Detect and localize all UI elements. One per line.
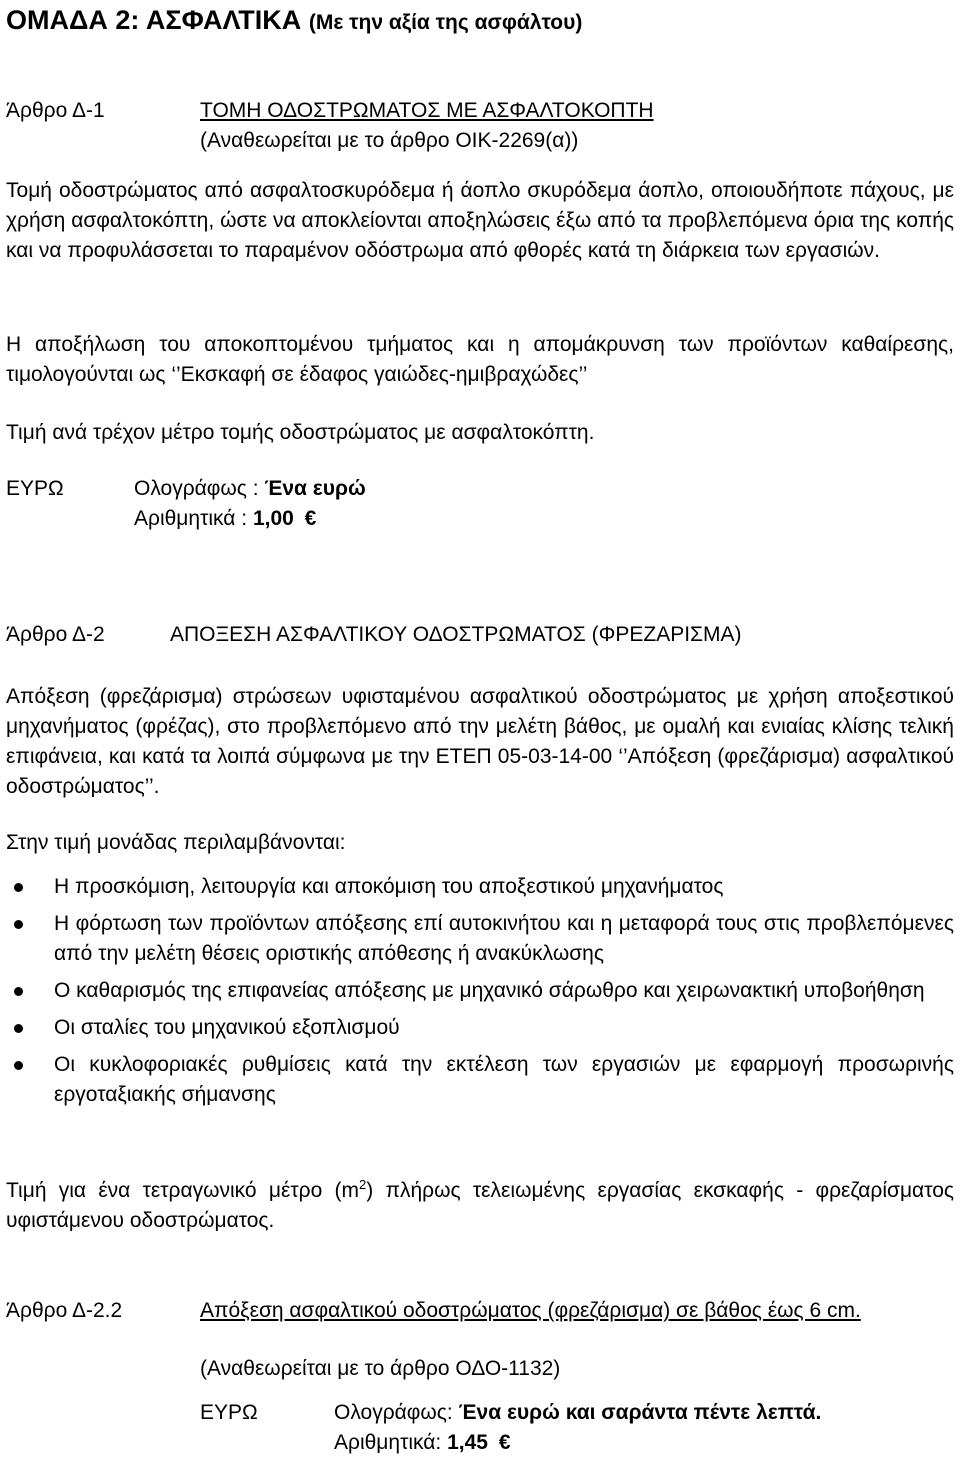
bullet-icon: [14, 920, 23, 929]
in-words-label: Ολογράφως :: [134, 477, 259, 500]
in-numbers-value: 1,45: [447, 1431, 488, 1454]
bullet-icon: [14, 987, 23, 996]
bullet-icon: [14, 1024, 23, 1033]
group-title: [6, 0, 582, 43]
bullet-icon: [14, 1061, 23, 1070]
euro-symbol: €: [498, 1431, 511, 1454]
article1-price-line: Τιμή ανά τρέχον μέτρο τομής οδοστρώματος με ασφαλτοκόπτη.: [6, 421, 595, 444]
bullet-icon: [14, 883, 23, 892]
list-item: [6, 1050, 954, 1110]
list-item-text: Η φόρτωση των προϊόντων απόξεσης επί αυτοκινήτου και η μεταφορά τους στις προβλεπόμενες από την μελέτη θέσεις οριστικής απόθεσης ή ανακύκλωσης: [54, 912, 954, 965]
list-item-text: Οι σταλίες του μηχανικού εξοπλισμού: [54, 1016, 400, 1039]
article1-title: ΤΟΜΗ ΟΔΟΣΤΡΩΜΑΤΟΣ ΜΕ ΑΣΦΑΛΤΟΚΟΠΤΗ: [200, 99, 654, 122]
list-item: [6, 909, 954, 969]
article2-price-paragraph: [6, 1176, 954, 1236]
article22-in-numbers: [334, 1428, 511, 1458]
list-item: [6, 1013, 954, 1043]
price-superscript: 2: [359, 1177, 367, 1192]
article22-title: Απόξεση ασφαλτικού οδοστρώματος (φρεζάρισμα) σε βάθος έως 6 cm.: [200, 1299, 861, 1322]
list-item: [6, 872, 954, 902]
article1-number: Άρθρο Δ-1: [6, 99, 105, 122]
group-subtitle: (Με την αξία της ασφάλτου): [308, 11, 583, 34]
in-numbers-label: Αριθμητικά:: [334, 1431, 442, 1454]
list-item-text: Ο καθαρισμός της επιφανείας απόξεσης με μηχανικό σάρωθρο και χειρωνακτική υποβοήθηση: [54, 979, 925, 1002]
list-item: [6, 976, 954, 1006]
list-item-text: Οι κυκλοφοριακές ρυθμίσεις κατά την εκτέλεση των εργασιών με εφαρμογή προσωρινής εργοταξιακής σήμανσης: [54, 1053, 954, 1106]
in-words-value: Ένα ευρώ: [264, 477, 366, 500]
article22-in-words: [334, 1398, 821, 1428]
in-words-value: Ένα ευρώ και σαράντα πέντε λεπτά.: [458, 1401, 822, 1424]
article1-paragraph1: Τομή οδοστρώματος από ασφαλτοσκυρόδεμα ή άοπλο σκυρόδεμα άοπλο, οποιουδήποτε πάχους, με χρήση ασφαλτοκόπτη, ώστε να αποκλείονται αποξηλώσεις έξω από τα προβλεπόμενα όρια της κοπής και να προφυλάσσεται το παραμένον οδόστρωμα από φθορές κατά τη διάρκεια των εργασιών.: [6, 179, 954, 262]
in-numbers-label: Αριθμητικά :: [134, 507, 248, 530]
euro-symbol: €: [304, 507, 317, 530]
article1-in-numbers: [134, 504, 316, 534]
article1-revision: (Αναθεωρείται με το άρθρο ΟΙΚ-2269(α)): [200, 129, 579, 152]
article2-paragraph1: Απόξεση (φρεζάρισμα) στρώσεων υφισταμένου ασφαλτικού οδοστρώματος με χρήση αποξεστικού μηχανήματος (φρέζας), στο προβλεπόμενο από την μελέτη βάθος, με ομαλή και ενιαίας κλίσης τελική επιφάνεια, και κατά τα λοιπά σύμφωνα με την ΕΤΕΠ 05-03-14-00 ‘’Απόξεση (φρεζάρισμα) ασφαλτικού οδοστρώματος’’.: [6, 685, 954, 798]
price-text-before: Τιμή για ένα τετραγωνικό μέτρο (m: [6, 1179, 359, 1202]
price-text-after: ) πλήρως τελειωμένης εργασίας εκσκαφής - φρεζαρίσματος υφιστάμενου οδοστρώματος.: [6, 1179, 954, 1232]
in-numbers-value: 1,00: [252, 507, 294, 530]
article22-number: Άρθρο Δ-2.2: [6, 1299, 123, 1322]
article2-number: Άρθρο Δ-2: [6, 623, 105, 646]
article22-currency: ΕΥΡΩ: [200, 1401, 258, 1424]
list-item-text: Η προσκόμιση, λειτουργία και αποκόμιση του αποξεστικού μηχανήματος: [54, 875, 724, 898]
article1-paragraph2: Η αποξήλωση του αποκοπτομένου τμήματος και η απομάκρυνση των προϊόντων καθαίρεσης, τιμολογούνται ως ‘’Εκσκαφή σε έδαφος γαιώδες-ημιβραχώδες’’: [6, 333, 954, 386]
article1-in-words: [134, 474, 366, 504]
included-items-list: [6, 872, 954, 1117]
group-title-text: ΟΜΑΔΑ 2: ΑΣΦΑΛΤΙΚΑ: [6, 5, 302, 35]
article2-title: ΑΠΟΞΕΣΗ ΑΣΦΑΛΤΙΚΟΥ ΟΔΟΣΤΡΩΜΑΤΟΣ (ΦΡΕΖΑΡΙΣΜΑ): [170, 623, 742, 646]
in-words-label: Ολογράφως:: [334, 1401, 453, 1424]
article2-included-heading: Στην τιμή μονάδας περιλαμβάνονται:: [6, 831, 346, 854]
article1-currency: ΕΥΡΩ: [6, 477, 64, 500]
article22-revision: (Αναθεωρείται με το άρθρο ΟΔΟ-1132): [200, 1357, 561, 1380]
